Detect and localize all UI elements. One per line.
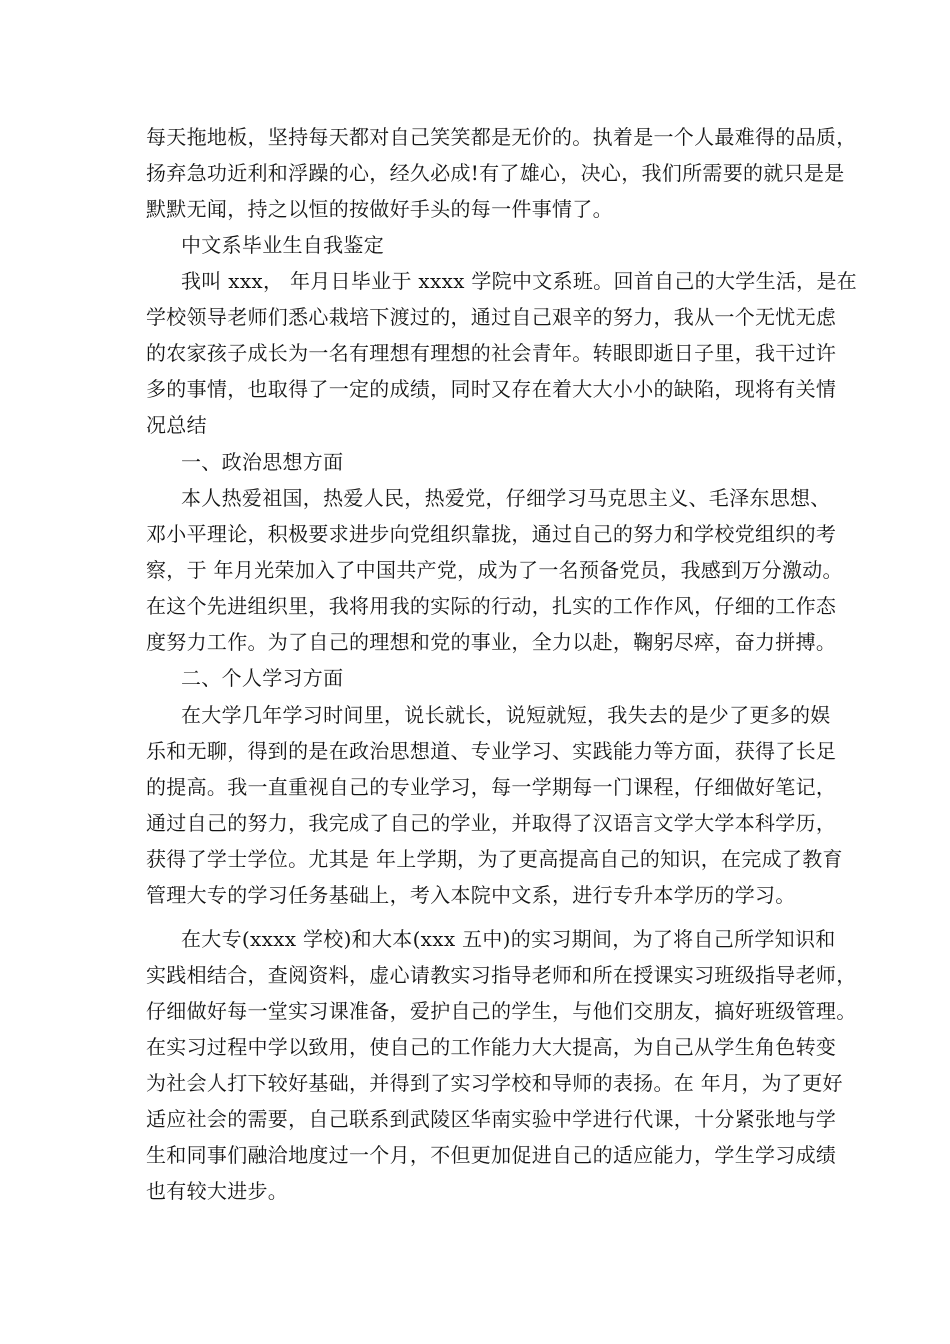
text-line: 本人热爱祖国，热爱人民，热爱党，仔细学习马克思主义、毛泽东思想、 [181, 486, 831, 510]
text-line: 在大专(xxxx 学校)和大本(xxx 五中)的实习期间，为了将自己所学知识和 [181, 927, 836, 951]
text-line: 实践相结合，查阅资料，虚心请教实习指导老师和所在授课实习班级指导老师， [146, 963, 857, 987]
text-line: 在大学几年学习时间里，说长就长，说短就短，我失去的是少了更多的娱 [181, 703, 831, 727]
text-line: 的提高。我一直重视自己的专业学习，每一学期每一门课程，仔细做好笔记， [146, 775, 837, 799]
text-line: 生和同事们融洽地度过一个月，不但更加促进自己的适应能力，学生学习成绩 [146, 1143, 837, 1167]
text-line: 为社会人打下较好基础，并得到了实习学校和导师的表扬。在 年月，为了更好 [146, 1071, 843, 1095]
text-line: 每天拖地板，坚持每天都对自己笑笑都是无价的。执着是一个人最难得的品质， [146, 125, 857, 149]
text-line: 仔细做好每一堂实习课准备，爱护自己的学生，与他们交朋友，搞好班级管理。 [146, 999, 857, 1023]
text-line: 学校领导老师们悉心栽培下渡过的，通过自己艰辛的努力，我从一个无忧无虑 [146, 305, 837, 329]
text-line: 在这个先进组织里，我将用我的实际的行动，扎实的工作作风，仔细的工作态 [146, 594, 837, 618]
text-line: 邓小平理论，积极要求进步向党组织靠拢，通过自己的努力和学校党组织的考 [146, 522, 837, 546]
text-line: 我叫 xxx， 年月日毕业于 xxxx 学院中文系班。回首自己的大学生活，是在 [181, 269, 858, 293]
text-line: 的农家孩子成长为一名有理想有理想的社会青年。转眼即逝日子里，我干过许 [146, 341, 837, 365]
section-heading: 二、个人学习方面 [181, 666, 344, 690]
text-line: 况总结 [146, 413, 207, 437]
text-line: 默默无闻，持之以恒的按做好手头的每一件事情了。 [146, 197, 613, 221]
text-line: 察，于 年月光荣加入了中国共产党，成为了一名预备党员，我感到万分激动。 [146, 558, 843, 582]
text-line: 在实习过程中学以致用，使自己的工作能力大大提高，为自己从学生角色转变 [146, 1035, 837, 1059]
text-line: 度努力工作。为了自己的理想和党的事业，全力以赴，鞠躬尽瘁，奋力拼搏。 [146, 630, 837, 654]
text-line: 乐和无聊，得到的是在政治思想道、专业学习、实践能力等方面，获得了长足 [146, 739, 837, 763]
text-line: 管理大专的学习任务基础上，考入本院中文系，进行专升本学历的学习。 [146, 883, 796, 907]
text-line: 多的事情，也取得了一定的成绩，同时又存在着大大小小的缺陷，现将有关情 [146, 377, 837, 401]
section-heading: 中文系毕业生自我鉴定 [181, 233, 384, 257]
text-line: 获得了学士学位。尤其是 年上学期，为了更高提高自己的知识，在完成了教育 [146, 847, 843, 871]
section-heading: 一、政治思想方面 [181, 450, 344, 474]
text-line: 通过自己的努力，我完成了自己的学业，并取得了汉语言文学大学本科学历， [146, 811, 837, 835]
text-line: 也有较大进步。 [146, 1179, 289, 1203]
text-line: 扬弃急功近利和浮躁的心，经久必成!有了雄心，决心，我们所需要的就只是是 [146, 161, 845, 185]
text-line: 适应社会的需要，自己联系到武陵区华南实验中学进行代课，十分紧张地与学 [146, 1107, 837, 1131]
